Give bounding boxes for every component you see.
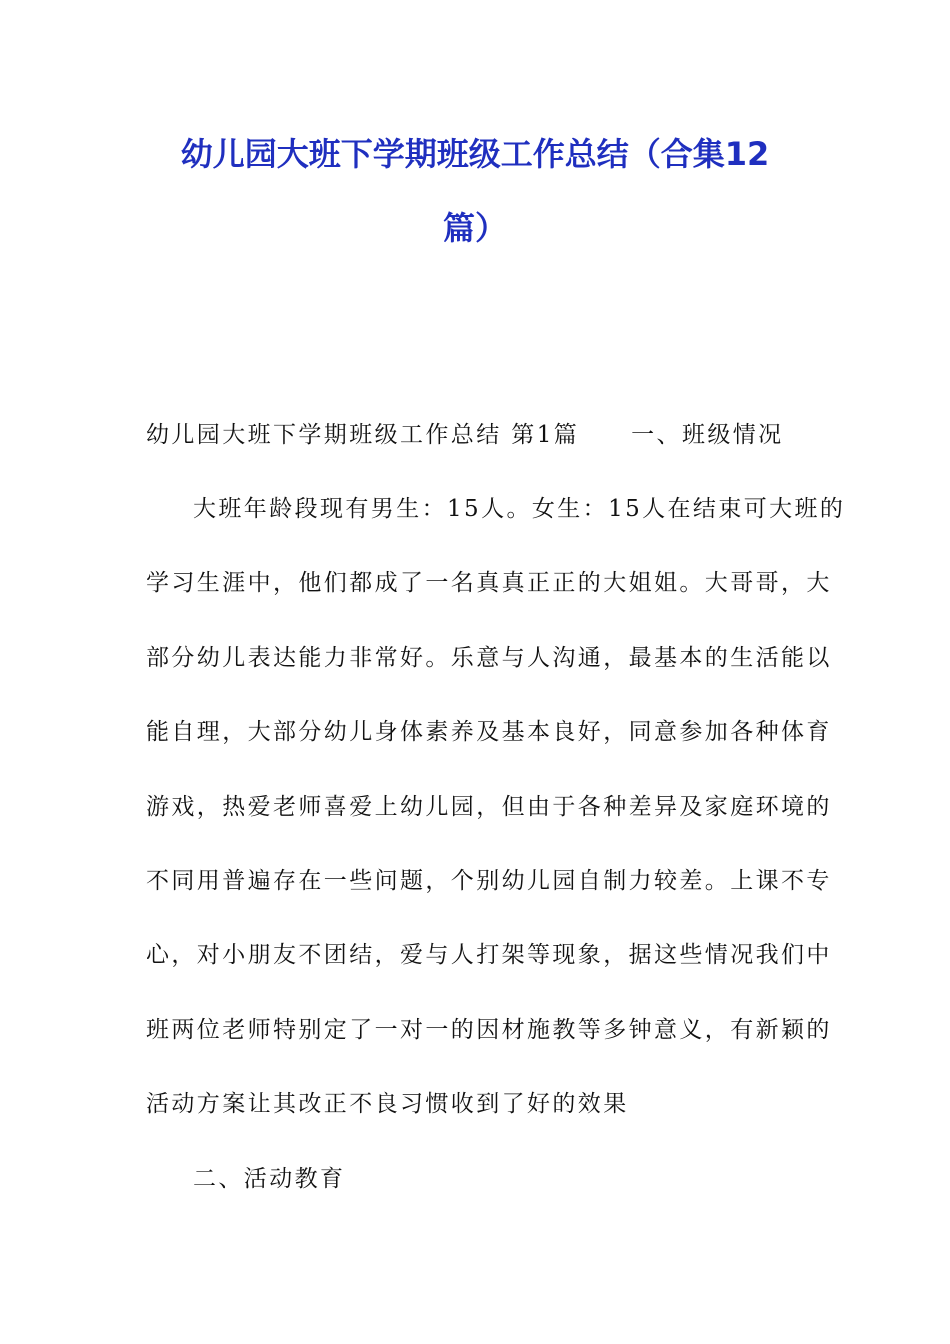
paragraph-line: 不同用普遍存在一些问题，个别幼儿园自制力较差。上课不专 xyxy=(146,868,832,894)
article-label: 幼儿园大班下学期班级工作总结 第1篇 xyxy=(146,422,580,448)
section-1-heading: 一、班级情况 xyxy=(631,422,784,448)
paragraph-line: 能自理，大部分幼儿身体素养及基本良好，同意参加各种体育 xyxy=(146,719,832,745)
paragraph-line: 班两位老师特别定了一对一的因材施教等多钟意义，有新颖的 xyxy=(146,1017,832,1043)
paragraph-line: 学习生涯中，他们都成了一名真真正正的大姐姐。大哥哥，大 xyxy=(146,570,832,596)
document-title-line-2: 篇） xyxy=(442,209,507,247)
document-title-line-1: 幼儿园大班下学期班级工作总结（合集12 xyxy=(180,135,770,173)
intro-line xyxy=(146,420,806,450)
section-2-heading: 二、活动教育 xyxy=(193,1166,346,1192)
paragraph-line: 大班年龄段现有男生：15人。女生：15人在结束可大班的 xyxy=(193,496,846,522)
paragraph-line: 心，对小朋友不团结，爱与人打架等现象，据这些情况我们中 xyxy=(146,942,832,968)
paragraph-line: 部分幼儿表达能力非常好。乐意与人沟通，最基本的生活能以 xyxy=(146,645,832,671)
paragraph-line: 游戏，热爱老师喜爱上幼儿园，但由于各种差异及家庭环境的 xyxy=(146,794,832,820)
paragraph-line: 活动方案让其改正不良习惯收到了好的效果 xyxy=(146,1091,629,1117)
